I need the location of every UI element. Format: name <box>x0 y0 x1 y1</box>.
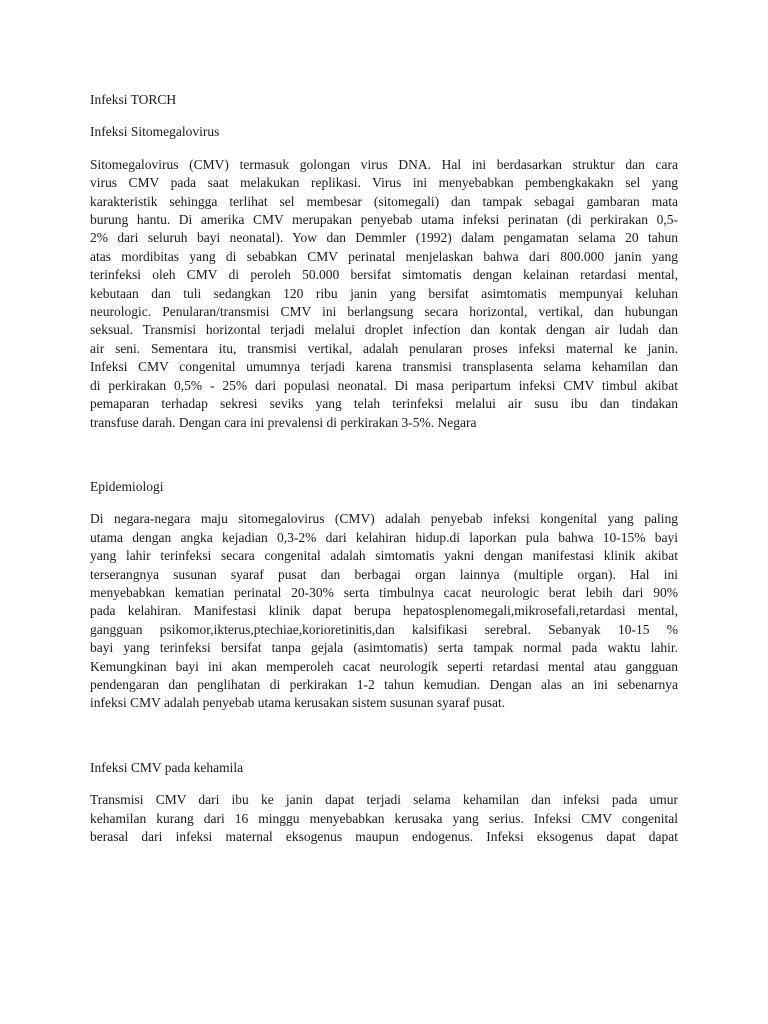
document-title: Infeksi TORCH <box>90 92 177 107</box>
paragraph-line: kehamilan kurang dari 16 minggu menyebabkan kerusaka yang serius. Infeksi CMV congenital <box>90 810 678 826</box>
paragraph-line: Di negara-negara maju sitomegalovirus (CMV) adalah penyebab infeksi kongenital yang paling <box>90 511 678 527</box>
paragraph-line: berasal dari infeksi maternal eksogenus maupun endogenus. Infeksi eksogenus dapat dapat <box>90 829 678 844</box>
paragraph-line: infeksi CMV adalah penyebab utama kerusakan sistem susunan syaraf pusat. <box>90 695 506 711</box>
paragraph-line: air seni. Sementara itu, transmisi vertikal, adalah penularan proses infeksi maternal ke janin. <box>90 340 678 356</box>
paragraph-line: Sitomegalovirus (CMV) termasuk golongan virus DNA. Hal ini berdasarkan struktur dan cara <box>90 156 678 172</box>
paragraph-line: utama dengan angka kejadian 0,3-2% dari kelahiran hidup.di laporkan pula bahwa 10-15% bayi <box>90 529 678 545</box>
paragraph-line: pendengaran dan penglihatan di perkirakan 1-2 tahun kemudian. Dengan alas an ini sebenarnya <box>90 676 678 692</box>
paragraph-sitomegalovirus <box>90 156 678 432</box>
paragraph-line: neurologic. Penularan/transmisi CMV ini berlangsung secara horizontal, vertikal, dan hubungan <box>90 304 678 320</box>
paragraph-line: terinfeksi oleh CMV di peroleh 50.000 bersifat simtomatis dengan kelainan retardasi mental, <box>90 267 678 283</box>
blank-line <box>90 446 678 478</box>
blank-line <box>90 727 678 759</box>
paragraph-line: virus CMV pada saat melakukan replikasi. Virus ini menyebabkan pembengkakakn sel yang <box>90 175 678 191</box>
paragraph-line: di perkirakan 0,5% - 25% dari populasi neonatal. Di masa peripartum infeksi CMV timbul akibat <box>90 377 678 393</box>
paragraph-line: pemaparan terhadap sekresi seviks yang telah terinfeksi melalui air susu ibu dan tindakan <box>90 396 678 412</box>
paragraph-line: kebutaan dan tuli sedangkan 120 ribu janin yang bersifat asimtomatis mempunyai keluhan <box>90 285 678 301</box>
paragraph-line: menyebabkan kematian perinatal 20-30% serta timbulnya cacat neurologic berat lebih dari 90% <box>90 584 678 600</box>
paragraph-line: Transmisi CMV dari ibu ke janin dapat terjadi selama kehamilan dan infeksi pada umur <box>90 792 678 808</box>
paragraph-line: gangguan psikomor,ikterus,ptechiae,korioretinitis,dan kalsifikasi serebral. Sebanyak 10-15 % <box>90 621 678 637</box>
paragraph-line: pada kelahiran. Manifestasi klinik dapat berupa hepatosplenomegali,mikrosefali,retardasi mental, <box>90 603 678 619</box>
paragraph-line: Infeksi CMV congenital umumnya terjadi karena transmisi transplasenta selama kehamilan dan <box>90 359 678 375</box>
paragraph-line: transfuse darah. Dengan cara ini prevalensi di perkirakan 3-5%. Negara <box>90 414 477 430</box>
paragraph-line: terserangnya susunan syaraf pusat dan berbagai organ lainnya (multiple organ). Hal ini <box>90 566 678 582</box>
paragraph-line: 2% dari seluruh bayi neonatal). Yow dan Demmler (1992) dalam pengamatan selama 20 tahun <box>90 230 678 246</box>
paragraph-line: burung hantu. Di amerika CMV merupakan penyebab utama infeksi perinatan (di perkirakan 0,5- <box>90 212 678 228</box>
paragraph-line: yang lahir terinfeksi secara congenital adalah simtomatis yakni dengan manifestasi klinik akibat <box>90 548 678 564</box>
paragraph-line: karakteristik sehingga terlihat sel membesar (sitomegali) dan tampak sebagai gambaran mata <box>90 193 678 209</box>
paragraph-kehamilan <box>90 791 678 846</box>
paragraph-line: seksual. Transmisi horizontal terjadi melalui droplet infection dan kontak dengan air ludah dan <box>90 322 678 338</box>
paragraph-line: bayi yang terinfeksi bersifat tanpa gejala (asimtomatis) serta tampak normal pada waktu lahir. <box>90 640 678 656</box>
paragraph-epidemiologi <box>90 510 678 712</box>
section-heading-kehamilan: Infeksi CMV pada kehamila <box>90 759 244 775</box>
paragraph-line: Kemungkinan bayi ini akan memperoleh cacat neurologik seperti retardasi mental atau gangguan <box>90 658 678 674</box>
section-heading-sitomegalovirus: Infeksi Sitomegalovirus <box>90 124 220 140</box>
paragraph-line: atas mordibitas yang di sebabkan CMV perinatal menjelaskan bahwa dari 800.000 janin yang <box>90 248 678 264</box>
section-heading-epidemiologi: Epidemiologi <box>90 478 164 494</box>
